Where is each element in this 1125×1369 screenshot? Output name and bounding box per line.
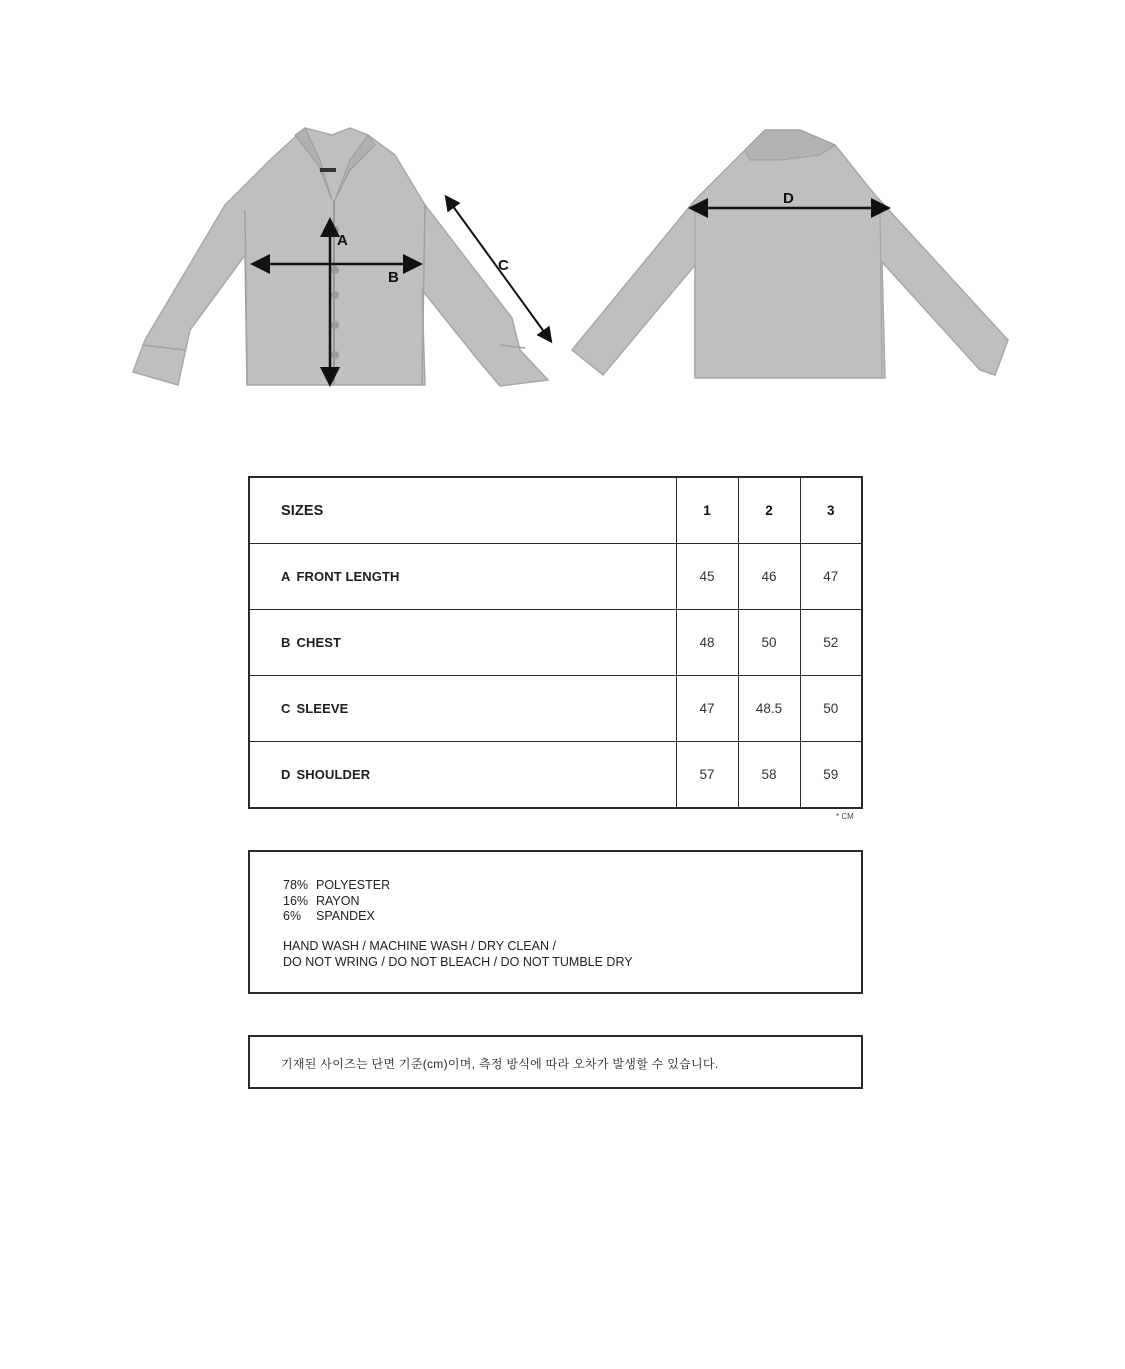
- composition-material: POLYESTER: [316, 878, 391, 892]
- table-row: [249, 676, 862, 742]
- back-garment: [572, 130, 1008, 378]
- fabric-composition: [283, 878, 390, 925]
- cell-value: 48.5: [738, 676, 800, 742]
- row-label: [249, 610, 676, 676]
- row-letter: D: [281, 767, 291, 782]
- size-col-1: 1: [676, 477, 738, 544]
- care-info-box: [248, 850, 863, 994]
- table-row: [249, 610, 862, 676]
- care-line-2: DO NOT WRING / DO NOT BLEACH / DO NOT TUMBLE DRY: [283, 955, 633, 969]
- garment-svg: [0, 0, 1125, 420]
- row-letter: C: [281, 701, 291, 716]
- cell-value: 47: [800, 544, 862, 610]
- size-table-header: [249, 477, 862, 544]
- dimension-c-label: C: [498, 257, 509, 274]
- cell-value: 47: [676, 676, 738, 742]
- dimension-a-label: A: [337, 232, 348, 249]
- table-row: [249, 544, 862, 610]
- composition-percent: 6%: [283, 909, 302, 923]
- row-name: FRONT LENGTH: [296, 569, 400, 584]
- dimension-b-label: B: [388, 269, 399, 286]
- measurement-note-box: [248, 1035, 863, 1089]
- measurement-note: 기재된 사이즈는 단면 기준(cm)이며, 측정 방식에 따라 오차가 발생할 수 있습니다.: [281, 1057, 719, 1071]
- composition-row: [283, 909, 390, 925]
- cell-value: 45: [676, 544, 738, 610]
- garment-diagrams: [0, 0, 1125, 420]
- cell-value: 46: [738, 544, 800, 610]
- dimension-d-label: D: [783, 190, 794, 207]
- size-col-3: 3: [800, 477, 862, 544]
- row-name: SHOULDER: [296, 767, 371, 782]
- row-name: CHEST: [296, 635, 342, 650]
- front-garment: [133, 128, 548, 386]
- cell-value: 58: [738, 742, 800, 809]
- row-label: [249, 544, 676, 610]
- row-letter: B: [281, 635, 291, 650]
- row-letter: A: [281, 569, 291, 584]
- size-col-2: 2: [738, 477, 800, 544]
- care-line-1: HAND WASH / MACHINE WASH / DRY CLEAN /: [283, 939, 556, 953]
- table-row: [249, 742, 862, 809]
- cell-value: 59: [800, 742, 862, 809]
- unit-note: * CM: [836, 812, 854, 821]
- cell-value: 50: [800, 676, 862, 742]
- row-label: [249, 676, 676, 742]
- composition-material: SPANDEX: [316, 909, 375, 923]
- size-table: [248, 476, 863, 809]
- cell-value: 57: [676, 742, 738, 809]
- cell-value: 48: [676, 610, 738, 676]
- care-instructions: [283, 938, 633, 970]
- row-name: SLEEVE: [296, 701, 349, 716]
- cell-value: 50: [738, 610, 800, 676]
- cell-value: 52: [800, 610, 862, 676]
- composition-row: [283, 894, 390, 910]
- composition-material: RAYON: [316, 893, 360, 908]
- composition-percent: 78%: [283, 878, 309, 892]
- sizes-heading: SIZES: [249, 477, 676, 544]
- row-label: [249, 742, 676, 809]
- composition-row: [283, 878, 390, 894]
- composition-percent: 16%: [283, 893, 309, 908]
